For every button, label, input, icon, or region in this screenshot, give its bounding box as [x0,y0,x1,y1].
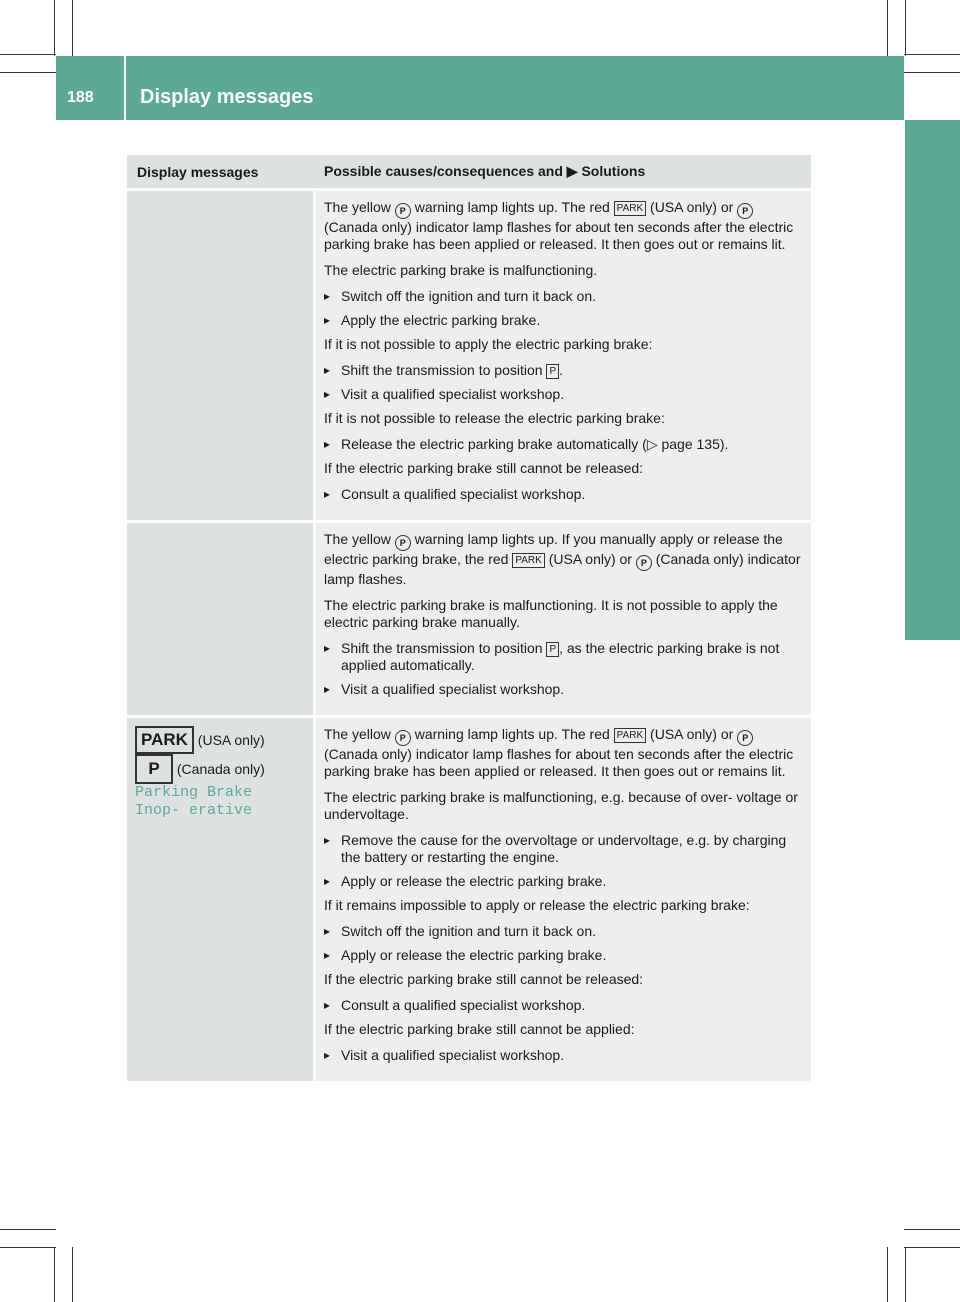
position-p-icon: P [546,364,559,379]
display-message-cell: PARK (USA only) P (Canada only) Parking Brake Inop‐ erative [127,718,316,1081]
parking-brake-indicator-icon: P [636,555,652,571]
arrow-right-icon: ▶ [566,163,578,179]
crop-mark [904,1247,960,1248]
park-icon: PARK [135,726,194,754]
list-item: ▸ Remove the cause for the overvoltage or undervoltage, e.g. by charging the battery or restarting the engine. [324,832,803,866]
list-item: ▸ Consult a qualified specialist workshop. [324,997,803,1014]
list-item: ▸ Apply the electric parking brake. [324,312,803,329]
display-messages-table [127,155,811,1081]
table-header-row [127,155,811,191]
park-indicator-icon: PARK [614,201,647,216]
crop-mark [887,1247,888,1302]
list-item: ▸ Shift the transmission to position P . [324,362,803,379]
display-message-text: Parking Brake Inop‐ erative [135,784,253,819]
parking-brake-indicator-icon: P [737,203,753,219]
parking-brake-warning-icon: P [395,203,411,219]
list-item: ▸ Switch off the ignition and turn it back on. [324,288,803,305]
list-item: ▸ Visit a qualified specialist workshop. [324,681,803,698]
page-number: 188 [67,89,94,106]
display-message-cell [127,191,316,523]
crop-mark [887,0,888,56]
crop-mark [54,1247,55,1302]
column-header-display-messages: Display messages [127,155,316,191]
park-indicator-icon: PARK [512,553,545,568]
list-item-page-ref[interactable]: ▸ Release the electric parking brake automatically (▷ page 135). [324,436,803,453]
parking-brake-circle-icon: P [135,754,173,784]
crop-mark [905,0,906,56]
crop-mark [72,0,73,56]
position-p-icon: P [546,642,559,657]
side-tab-label: On-board computer and displays [920,215,943,545]
header-divider [124,56,126,120]
table-row [127,191,811,523]
column-header-causes: Possible causes/consequences and ▶ Solutions [316,155,811,191]
list-item: ▸ Shift the transmission to position P , as the electric parking brake is not applied automatically. [324,640,803,674]
list-item: ▸ Consult a qualified specialist workshop. [324,486,803,503]
crop-mark [72,1247,73,1302]
causes-cell: The yellow P warning lamp lights up. The red PARK (USA only) or P (Canada only) indicator lamp flashes for about ten seconds after the electric parking brake has been applied or released. It then goes out or remains lit. The electric parking brake is malfunctioning. ▸ Switch off the ignition and turn it back on. ▸ Apply the electric parking brake. If it is not possible to apply the electric parking brake: ▸ Shift the transmission to position P . ▸ Visit a qualified specialist workshop. If it is not possible to release the electric parking brake: ▸ Release the electric parking brake automatically (▷ page 135). If the electric parking brake still cannot be released: ▸ Consult a qualified specialist workshop. [316,191,811,523]
crop-mark [0,72,56,73]
list-item: ▸ Apply or release the electric parking brake. [324,947,803,964]
list-item: ▸ Visit a qualified specialist workshop. [324,1047,803,1064]
crop-mark [54,0,55,56]
park-indicator-icon: PARK [614,728,647,743]
crop-mark [0,1229,56,1230]
table-row [127,523,811,718]
parking-brake-warning-icon: P [395,535,411,551]
crop-mark [0,1247,56,1248]
crop-mark [904,72,960,73]
crop-mark [905,1247,906,1302]
parking-brake-warning-icon: P [395,730,411,746]
display-message-cell [127,523,316,718]
crop-mark [904,1229,960,1230]
parking-brake-indicator-icon: P [737,730,753,746]
causes-cell: The yellow P warning lamp lights up. If you manually apply or release the electric parking brake, the red PARK (USA only) or P (Canada only) indicator lamp flashes. The electric parking brake is malfunctioning. It is not possible to apply the electric parking brake manually. ▸ Shift the transmission to position P , as the electric parking brake is not applied automatically. ▸ Visit a qualified specialist workshop. [316,523,811,718]
list-item: ▸ Visit a qualified specialist workshop. [324,386,803,403]
section-title: Display messages [140,86,314,108]
list-item: ▸ Apply or release the electric parking brake. [324,873,803,890]
crop-mark [904,54,960,55]
causes-cell: The yellow P warning lamp lights up. The red PARK (USA only) or P (Canada only) indicator lamp flashes for about ten seconds after the electric parking brake has been applied or released. It then goes out or remains lit. The electric parking brake is malfunctioning, e.g. because of over‐ voltage or undervoltage. ▸ Remove the cause for the overvoltage or undervoltage, e.g. by charging the battery or restarting the engine. ▸ Apply or release the electric parking brake. If it remains impossible to apply or release the electric parking brake: ▸ Switch off the ignition and turn it back on. ▸ Apply or release the electric parking brake. If the electric parking brake still cannot be released: ▸ Consult a qualified specialist workshop. If the electric parking brake still cannot be applied: ▸ Visit a qualified specialist workshop. [316,718,811,1081]
list-item: ▸ Switch off the ignition and turn it back on. [324,923,803,940]
table-row [127,718,811,1081]
crop-mark [0,54,56,55]
